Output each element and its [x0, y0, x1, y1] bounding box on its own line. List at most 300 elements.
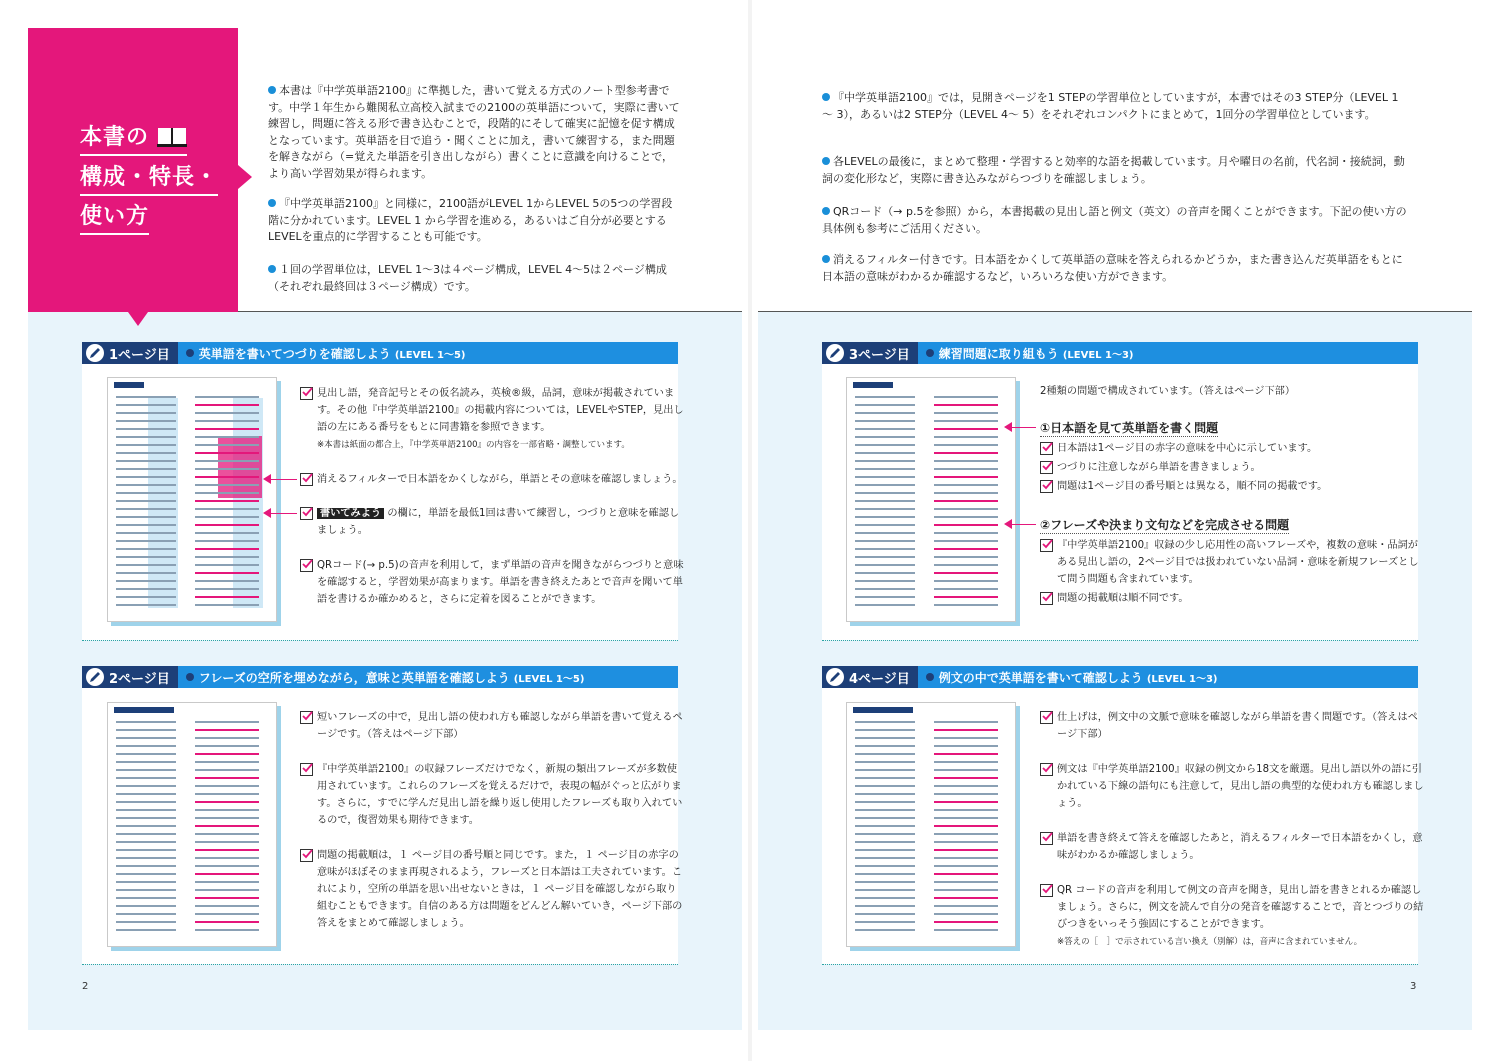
thumbnail-row [855, 444, 915, 446]
thumbnail-row [934, 793, 998, 795]
thumbnail-row [934, 444, 998, 446]
thumbnail-row [855, 825, 915, 827]
thumbnail-row [116, 865, 176, 867]
thumbnail-row [195, 865, 259, 867]
checklist-item: 短いフレーズの中で，見出し語の使われ方も確認しながら単語を書いて覚えるページです。（答えはページ下部） [300, 709, 685, 743]
section-header-page4 [822, 666, 1418, 688]
thumbnail-row [855, 849, 915, 851]
thumbnail-row [934, 929, 998, 931]
thumbnail-row [195, 596, 259, 598]
thumbnail-row [855, 913, 915, 915]
thumbnail-row [855, 841, 915, 843]
thumbnail-row [195, 524, 259, 526]
thumbnail-row [116, 404, 176, 406]
thumbnail-row [855, 857, 915, 859]
thumbnail-row [195, 484, 259, 486]
thumbnail-row [195, 785, 259, 787]
thumbnail-row [116, 564, 176, 566]
thumbnail-row [855, 761, 915, 763]
thumbnail-row [855, 500, 915, 502]
thumbnail-row [195, 881, 259, 883]
thumbnail-row [855, 516, 915, 518]
thumbnail-row [934, 508, 998, 510]
bullet-dot-icon [268, 86, 276, 94]
title-line-1 [80, 120, 187, 156]
thumbnail-row [116, 793, 176, 795]
dot-icon [186, 349, 194, 357]
arrow-to-sub1 [1006, 427, 1036, 428]
thumbnail-row [195, 753, 259, 755]
checkbox-checked-icon [300, 711, 313, 724]
thumbnail-row [855, 881, 915, 883]
thumbnail-row [195, 404, 259, 406]
thumbnail-row [934, 777, 998, 779]
section-title: 例文の中で英単語を書いて確認しよう (LEVEL 1～3) [918, 666, 1418, 688]
checkbox-checked-icon [1040, 711, 1053, 724]
checkbox-checked-icon [1040, 442, 1053, 455]
section-label: 3ページ目 [822, 342, 918, 364]
checklist-item: 例文は『中学英単語2100』収録の例文から18文を厳選。見出し語以外の語に引かれている下線の語句にも注意して，見出し語の典型的な使われ方も確認しましょう。 [1040, 761, 1427, 812]
page-number-left: 2 [82, 981, 89, 992]
intro-bullet-3: １回の学習単位は，LEVEL 1～3は４ページ構成，LEVEL 4～5は２ページ構成（それぞれ最終回は３ページ構成）です。 [268, 263, 667, 293]
thumbnail-row [934, 745, 998, 747]
thumbnail-row [116, 841, 176, 843]
checkbox-checked-icon [1040, 884, 1053, 897]
thumbnail-row [934, 841, 998, 843]
thumbnail-row [934, 572, 998, 574]
thumbnail-row [195, 604, 259, 606]
thumbnail-row [195, 817, 259, 819]
thumbnail-row [855, 452, 915, 454]
thumbnail-row [855, 769, 915, 771]
thumbnail-row [855, 745, 915, 747]
thumbnail-row [195, 436, 259, 438]
thumbnail-row [934, 785, 998, 787]
thumbnail-row [195, 889, 259, 891]
dot-icon [926, 673, 934, 681]
intro-right-bullet-3: QRコード（→ p.5を参照）から，本書掲載の見出し語と例文（英文）の音声を聞くことができます。下記の使い方の具体例も参考にご活用ください。 [822, 205, 1407, 235]
thumbnail-row [195, 801, 259, 803]
thumbnail-row [855, 604, 915, 606]
section-divider [822, 640, 1418, 641]
intro-divider [238, 311, 742, 312]
thumbnail-row [934, 753, 998, 755]
checklist-item: 書いてみよう の欄に，単語を最低1回は書いて練習し，つづりと意味を確認しましょう。 [300, 505, 685, 539]
thumbnail-row [116, 849, 176, 851]
thumbnail-row [116, 556, 176, 558]
thumbnail-row [195, 905, 259, 907]
intro-right-bullet-1: 『中学英単語2100』では，見開きページを1 STEPの学習単位としていますが，本書ではその3 STEP分（LEVEL 1～ 3），あるいは2 STEP分（LEVEL 4～ 5）をそれぞれコンパクトにまとめて，1回分の学習単位としています。 [822, 91, 1399, 121]
thumbnail-row [855, 572, 915, 574]
bullet-dot-icon [268, 265, 276, 273]
thumbnail-row [195, 913, 259, 915]
thumbnail-row [116, 921, 176, 923]
thumbnail-row [195, 468, 259, 470]
thumbnail-row [195, 500, 259, 502]
dot-icon [186, 673, 194, 681]
thumbnail-row [855, 801, 915, 803]
pencil-icon [86, 668, 104, 686]
thumbnail-row [934, 540, 998, 542]
thumbnail-row [195, 540, 259, 542]
pencil-icon [826, 668, 844, 686]
thumbnail-row [855, 532, 915, 534]
thumbnail-row [195, 556, 259, 558]
note-text: ※答えの［ ］で示されている言い換え（別解）は，音声に含まれていません。 [1057, 937, 1363, 947]
thumbnail-row [855, 460, 915, 462]
thumbnail-row [934, 801, 998, 803]
thumbnail-row [855, 404, 915, 406]
checkbox-checked-icon [1040, 480, 1053, 493]
thumbnail-row [116, 420, 176, 422]
thumbnail-row [195, 396, 259, 398]
thumbnail-row [934, 737, 998, 739]
section-label: 2ページ目 [82, 666, 178, 688]
checklist-item: QR コードの音声を利用して例文の音声を聞き，見出し語を書きとれるか確認しましょう。さらに，例文を読んで自分の発音を確認することで，音とつづりの結びつきをいっそう強固にすることができます。 ※答えの［ ］で示されている言い換え（別解）は，音声に含まれていません。 [1040, 882, 1427, 950]
thumbnail-row [195, 769, 259, 771]
thumbnail-row [195, 508, 259, 510]
thumbnail-row [116, 785, 176, 787]
checkbox-checked-icon [300, 849, 313, 862]
thumbnail-row [195, 761, 259, 763]
thumbnail-row [934, 428, 998, 430]
checklist-item: 単語を書き終えて答えを確認したあと，消えるフィルターで日本語をかくし，意味がわかるか確認しましょう。 [1040, 830, 1427, 864]
thumbnail-row [195, 777, 259, 779]
bullet-dot-icon [822, 255, 830, 263]
arrow-to-write [265, 513, 297, 514]
thumbnail-row [116, 873, 176, 875]
note-text: ※本書は紙面の都合上，『中学英単語2100』の内容を一部省略・調整しています。 [317, 440, 630, 450]
thumbnail-row [855, 556, 915, 558]
section-divider [82, 640, 678, 641]
thumbnail-row [116, 857, 176, 859]
thumbnail-row [195, 857, 259, 859]
thumbnail-row [195, 929, 259, 931]
thumbnail-row [855, 484, 915, 486]
section-header-page2 [82, 666, 678, 688]
thumbnail-row [195, 921, 259, 923]
thumbnail-row [195, 444, 259, 446]
section-header-page1 [82, 342, 678, 364]
thumbnail-row [855, 793, 915, 795]
thumbnail-row [855, 428, 915, 430]
thumbnail-page2 [107, 702, 277, 947]
thumbnail-row [116, 833, 176, 835]
thumbnail-row [116, 540, 176, 542]
thumbnail-row [195, 428, 259, 430]
checklist-item: 問題は1ページ目の番号順とは異なる，順不同の掲載です。 [1040, 478, 1427, 495]
p3-intro: 2種類の問題で構成されています。（答えはページ下部） [1040, 386, 1296, 397]
thumbnail-row [934, 809, 998, 811]
section-label: 1ページ目 [82, 342, 178, 364]
checklist-item: 問題の掲載順は，１ ページ目の番号順と同じです。また，１ ページ目の赤字の意味がほぼそのまま再現されるよう，フレーズと日本語は工夫されています。これにより，空所の単語を思い出せないときは，１ ページ目を確認しながら取り組むこともできます。自信のある方は問題をどんどん解いていき，ページ下部の答えをまとめて確認しましょう。 [300, 847, 685, 932]
thumbnail-row [116, 524, 176, 526]
thumbnail-row [934, 564, 998, 566]
thumbnail-row [934, 604, 998, 606]
title-arrow-right [238, 165, 252, 189]
thumbnail-row [116, 737, 176, 739]
thumbnail-row [195, 729, 259, 731]
intro-right-bullet-4: 消えるフィルター付きです。日本語をかくして英単語の意味を答えられるかどうか，また書き込んだ英単語をもとに日本語の意味がわかるか確認するなど，いろいろな使い方ができます。 [822, 253, 1403, 283]
thumbnail-row [116, 929, 176, 931]
section-label: 4ページ目 [822, 666, 918, 688]
thumbnail-row [934, 452, 998, 454]
thumbnail-row [116, 721, 176, 723]
thumbnail-row [855, 580, 915, 582]
checklist-item: 仕上げは，例文中の文脈で意味を確認しながら単語を書く問題です。（答えはページ下部） [1040, 709, 1427, 743]
section-title: 練習問題に取り組もう (LEVEL 1～3) [918, 342, 1418, 364]
thumbnail-row [195, 873, 259, 875]
thumbnail-row [934, 548, 998, 550]
checklist-item: 問題の掲載順は順不同です。 [1040, 590, 1427, 607]
thumbnail-row [855, 548, 915, 550]
thumbnail-row [116, 588, 176, 590]
thumbnail-row [855, 524, 915, 526]
thumbnail-row [934, 420, 998, 422]
thumbnail-row [934, 492, 998, 494]
thumbnail-row [934, 825, 998, 827]
intro-bullet-1: 本書は『中学英単語2100』に準拠した，書いて覚える方式のノート型参考書です。中学１年生から難関私立高校入試までの2100の英単語について，実際に書いて練習し，問題に答える形で書き込むことで，段階的にそして確実に記憶を促す構成となっています。英単語を目で追う・聞くことに加え，書いて練習する，また問題を解きながら（=覚えた単語を引き出しながら）書くことに意識を向けることで，より高い学習効果が得られます。 [268, 84, 680, 180]
checklist-item: QRコード(→ p.5)の音声を利用して，まず単語の音声を聞きながらつづりと意味を確認すると，学習効果が高まります。単語を書き終えたあとで音声を聞いて単語を書けるか確かめると，さらに定着を図ることができます。 [300, 557, 685, 608]
thumbnail-row [934, 881, 998, 883]
thumbnail-page1 [107, 377, 277, 622]
thumbnail-row [855, 865, 915, 867]
checkbox-checked-icon [300, 559, 313, 572]
bullet-dot-icon [268, 199, 276, 207]
thumbnail-row [855, 588, 915, 590]
thumbnail-row [116, 412, 176, 414]
thumbnail-page4 [846, 702, 1016, 947]
intro-right-bullet-2: 各LEVELの最後に，まとめて整理・学習すると効率的な語を掲載しています。月や曜日の名前，代名詞・接続詞，動詞の変化形など，実際に書き込みながらつづりを確認しましょう。 [822, 155, 1405, 185]
thumbnail-row [195, 745, 259, 747]
thumbnail-row [934, 404, 998, 406]
thumbnail-row [855, 508, 915, 510]
book-icon [157, 127, 187, 147]
thumbnail-row [195, 476, 259, 478]
thumbnail-row [116, 913, 176, 915]
thumbnail-row [855, 817, 915, 819]
thumbnail-row [116, 484, 176, 486]
checkbox-checked-icon [1040, 461, 1053, 474]
dot-icon [926, 349, 934, 357]
thumbnail-row [855, 468, 915, 470]
thumbnail-row [195, 532, 259, 534]
title-text-1: 本書の [80, 125, 150, 150]
checkbox-checked-icon [1040, 539, 1053, 552]
title-arrow-down [128, 312, 148, 326]
thumbnail-row [934, 769, 998, 771]
thumbnail-row [116, 809, 176, 811]
thumbnail-row [934, 588, 998, 590]
thumbnail-row [195, 833, 259, 835]
thumbnail-row [116, 761, 176, 763]
thumbnail-row [855, 436, 915, 438]
pencil-icon [86, 344, 104, 362]
section-title: フレーズの空所を埋めながら，意味と英単語を確認しよう (LEVEL 1～5) [178, 666, 678, 688]
thumbnail-row [934, 436, 998, 438]
checkbox-checked-icon [300, 473, 313, 486]
thumbnail-row [195, 588, 259, 590]
thumbnail-row [855, 889, 915, 891]
thumbnail-row [934, 873, 998, 875]
thumbnail-row [855, 476, 915, 478]
thumbnail-row [855, 737, 915, 739]
checklist-item: 『中学英単語2100』の収録フレーズだけでなく，新規の類出フレーズが多数使用されています。これらのフレーズを覚えるだけで，表現の幅がぐっと広がります。さらに，すでに学んだ見出し語を繰り返し使用したフレーズも取り入れているので，復習効果も期待できます。 [300, 761, 685, 829]
thumbnail-row [934, 500, 998, 502]
thumbnail-row [934, 761, 998, 763]
thumbnail-row [855, 929, 915, 931]
thumbnail-row [855, 564, 915, 566]
thumbnail-row [195, 737, 259, 739]
thumbnail-row [116, 905, 176, 907]
thumbnail-row [934, 556, 998, 558]
thumbnail-row [116, 460, 176, 462]
thumbnail-row [855, 420, 915, 422]
thumbnail-row [116, 769, 176, 771]
section-header-page3 [822, 342, 1418, 364]
thumbnail-row [116, 729, 176, 731]
thumbnail-row [195, 460, 259, 462]
thumbnail-row [855, 809, 915, 811]
thumbnail-row [116, 508, 176, 510]
thumbnail-row [934, 412, 998, 414]
thumbnail-row [855, 873, 915, 875]
thumbnail-row [855, 905, 915, 907]
thumbnail-row [195, 721, 259, 723]
thumbnail-row [934, 857, 998, 859]
thumbnail-row [934, 817, 998, 819]
right-page [752, 0, 1500, 1061]
checklist-item: つづりに注意しながら単語を書きましょう。 [1040, 459, 1427, 476]
thumbnail-row [195, 849, 259, 851]
checklist-item: 消えるフィルターで日本語をかくしながら，単語とその意味を確認しましょう。 [300, 471, 685, 488]
thumbnail-row [855, 492, 915, 494]
thumbnail-row [116, 825, 176, 827]
intro-divider [758, 311, 1472, 312]
p3-subhead-1: ①日本語を見て英単語を書く問題 [1040, 421, 1219, 435]
thumbnail-row [116, 745, 176, 747]
thumbnail-row [934, 580, 998, 582]
thumbnail-row [934, 524, 998, 526]
thumbnail-row [116, 444, 176, 446]
thumbnail-row [855, 412, 915, 414]
thumbnail-row [855, 396, 915, 398]
thumbnail-row [855, 596, 915, 598]
thumbnail-row [855, 721, 915, 723]
thumbnail-row [116, 897, 176, 899]
title-line-3: 使い方 [80, 199, 149, 235]
thumbnail-page3 [846, 377, 1016, 622]
thumbnail-row [116, 436, 176, 438]
checkbox-checked-icon [300, 507, 313, 520]
section-divider [822, 964, 1418, 965]
thumbnail-row [934, 532, 998, 534]
checkbox-checked-icon [300, 763, 313, 776]
thumbnail-row [195, 825, 259, 827]
thumbnail-row [934, 921, 998, 923]
thumbnail-row [934, 516, 998, 518]
thumbnail-row [934, 849, 998, 851]
thumbnail-row [116, 817, 176, 819]
thumbnail-row [934, 460, 998, 462]
thumbnail-row [195, 841, 259, 843]
title-line-2: 構成・特長・ [80, 160, 218, 196]
thumbnail-row [934, 865, 998, 867]
thumbnail-row [116, 889, 176, 891]
checklist-item: 『中学英単語2100』収録の少し応用性の高いフレーズや，複数の意味・品詞がある見出し語の，2ページ目では扱われていない品詞・意味を新規フレーズとして問う問題も含まれています。 [1040, 537, 1427, 588]
checkbox-checked-icon [1040, 592, 1053, 605]
thumbnail-row [934, 833, 998, 835]
checkbox-checked-icon [1040, 832, 1053, 845]
bullet-dot-icon [822, 157, 830, 165]
checklist-item: 見出し語，発音記号とその仮名読み，英検®級，品詞，意味が掲載されています。その他『中学英単語2100』の掲載内容については，LEVELやSTEP，見出し語の左にある番号をもとに同書籍を参照できます。 ※本書は紙面の都合上，『中学英単語2100』の内容を一部省略・調整しています。 [300, 385, 685, 453]
bullet-dot-icon [822, 93, 830, 101]
thumbnail-row [195, 548, 259, 550]
checkbox-checked-icon [300, 387, 313, 400]
thumbnail-row [116, 476, 176, 478]
thumbnail-row [934, 468, 998, 470]
checkbox-checked-icon [1040, 763, 1053, 776]
bullet-dot-icon [822, 207, 830, 215]
thumbnail-row [855, 777, 915, 779]
thumbnail-row [934, 913, 998, 915]
arrow-to-filter [265, 479, 297, 480]
thumbnail-row [934, 596, 998, 598]
thumbnail-row [195, 809, 259, 811]
thumbnail-row [195, 412, 259, 414]
thumbnail-row [934, 897, 998, 899]
thumbnail-row [195, 492, 259, 494]
thumbnail-row [195, 580, 259, 582]
write-tag: 書いてみよう [317, 508, 384, 519]
thumbnail-row [116, 500, 176, 502]
thumbnail-row [116, 753, 176, 755]
thumbnail-row [116, 532, 176, 534]
thumbnail-row [116, 881, 176, 883]
thumbnail-row [855, 833, 915, 835]
thumbnail-row [116, 777, 176, 779]
thumbnail-row [116, 452, 176, 454]
thumbnail-row [934, 889, 998, 891]
thumbnail-row [934, 721, 998, 723]
thumbnail-row [195, 516, 259, 518]
thumbnail-row [116, 604, 176, 606]
section-divider [82, 964, 678, 965]
intro-bullet-2: 『中学英単語2100』と同様に，2100語がLEVEL 1からLEVEL 5の5つの学習段階に分かれています。LEVEL 1 から学習を進める，あるいはご自分が必要とするLEVELを重点的に学習することも可能です。 [268, 197, 673, 243]
thumbnail-row [116, 428, 176, 430]
thumbnail-row [116, 801, 176, 803]
thumbnail-row [195, 420, 259, 422]
page-number-right: 3 [1410, 981, 1417, 992]
thumbnail-row [116, 396, 176, 398]
thumbnail-row [934, 484, 998, 486]
thumbnail-row [855, 897, 915, 899]
checklist-item: 日本語は1ページ目の赤字の意味を中心に示しています。 [1040, 440, 1427, 457]
thumbnail-row [855, 540, 915, 542]
thumbnail-row [195, 897, 259, 899]
thumbnail-row [116, 548, 176, 550]
thumbnail-row [116, 596, 176, 598]
thumbnail-row [116, 516, 176, 518]
arrow-to-sub2 [1006, 524, 1036, 525]
thumbnail-row [116, 580, 176, 582]
thumbnail-row [855, 729, 915, 731]
section-title: 英単語を書いてつづりを確認しよう (LEVEL 1～5) [178, 342, 678, 364]
thumbnail-row [195, 452, 259, 454]
thumbnail-row [855, 785, 915, 787]
thumbnail-row [116, 468, 176, 470]
thumbnail-row [934, 729, 998, 731]
